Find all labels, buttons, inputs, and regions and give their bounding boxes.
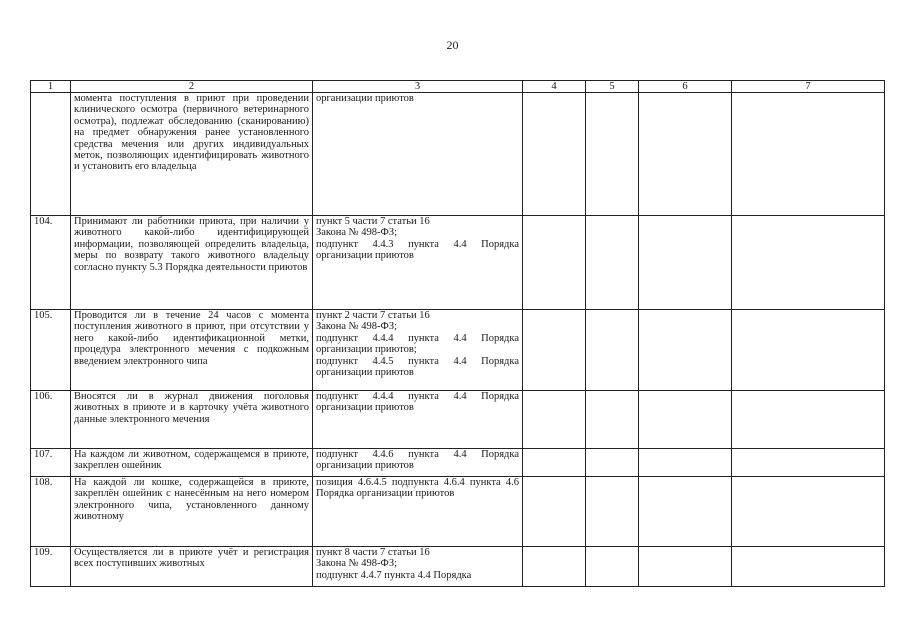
- reference-line: подпункт 4.4.4 пункта 4.4 Порядка организации приютов;: [316, 332, 519, 356]
- column-header-5: 5: [586, 81, 639, 93]
- row-number: 107.: [31, 449, 71, 477]
- column-header-1: 1: [31, 81, 71, 93]
- answer-cell-5[interactable]: [586, 310, 639, 391]
- header-row: [31, 81, 885, 93]
- answer-cell-4[interactable]: [523, 449, 586, 477]
- reference-line: пункт 8 части 7 статьи 16: [316, 547, 430, 558]
- answer-cell-4[interactable]: [523, 477, 586, 547]
- question-cell: Осуществляется ли в приюте учёт и регистрация всех поступивших животных: [71, 547, 313, 587]
- table-row: [31, 449, 885, 477]
- reference-line: Закона № 498-ФЗ;: [316, 227, 398, 239]
- reference-cell: [313, 310, 523, 391]
- reference-cell: [313, 93, 523, 216]
- reference-line: подпункт 4.4.7 пункта 4.4 Порядка: [316, 569, 472, 581]
- answer-cell-4[interactable]: [523, 216, 586, 310]
- reference-line: организации приютов: [316, 93, 414, 104]
- answer-cell-5[interactable]: [586, 391, 639, 449]
- column-header-3: 3: [313, 81, 523, 93]
- answer-cell-4[interactable]: [523, 310, 586, 391]
- reference-line: подпункт 4.4.6 пункта 4.4 Порядка организации приютов: [316, 449, 519, 472]
- row-number: [31, 93, 71, 216]
- question-cell: На каждой ли кошке, содержащейся в приюте, закреплён ошейник с нанесённым на него номером электронного чипа, установленного данному животному: [71, 477, 313, 547]
- question-cell: момента поступления в приют при проведении клинического осмотра (первичного ветеринарного осмотра), подлежат обследованию (сканированию) на предмет обнаружения ранее установленного средства мечения или других индивидуальных меток, позволяющих идентифицировать животного и установить его владельца: [71, 93, 313, 216]
- answer-cell-7[interactable]: [732, 547, 885, 587]
- answer-cell-6[interactable]: [639, 547, 732, 587]
- table-row: [31, 477, 885, 547]
- reference-cell: [313, 547, 523, 587]
- page-number: 20: [446, 38, 459, 52]
- row-number: 106.: [31, 391, 71, 449]
- answer-cell-5[interactable]: [586, 477, 639, 547]
- question-cell: Принимают ли работники приюта, при наличии у животного какой-либо идентифицирующей информации, позволяющей определить владельца, меры по возврату такого животного владельцу согласно пункту 5.3 Порядка деятельности приютов: [71, 216, 313, 310]
- table-row: [31, 216, 885, 310]
- reference-line: подпункт 4.4.4 пункта 4.4 Порядка организации приютов: [316, 391, 519, 414]
- table-row: [31, 547, 885, 587]
- column-header-7: 7: [732, 81, 885, 93]
- reference-cell: [313, 449, 523, 477]
- table-row: [31, 310, 885, 391]
- answer-cell-6[interactable]: [639, 391, 732, 449]
- checklist-table: [30, 80, 885, 587]
- column-header-4: 4: [523, 81, 586, 93]
- answer-cell-6[interactable]: [639, 93, 732, 216]
- answer-cell-5[interactable]: [586, 547, 639, 587]
- question-cell: Проводится ли в течение 24 часов с момента поступления животного в приют, при отсутствии у него какой-либо идентификационной метки, процедура электронного мечения с подкожным введением электронного чипа: [71, 310, 313, 391]
- table-row: [31, 93, 885, 216]
- answer-cell-4[interactable]: [523, 391, 586, 449]
- answer-cell-4[interactable]: [523, 547, 586, 587]
- answer-cell-7[interactable]: [732, 310, 885, 391]
- reference-line: подпункт 4.4.5 пункта 4.4 Порядка организации приютов: [316, 355, 519, 379]
- question-cell: Вносятся ли в журнал движения поголовья животных в приюте и в карточку учёта животного данные электронного мечения: [71, 391, 313, 449]
- answer-cell-6[interactable]: [639, 216, 732, 310]
- reference-line: пункт 5 части 7 статьи 16: [316, 216, 430, 227]
- answer-cell-4[interactable]: [523, 93, 586, 216]
- column-header-6: 6: [639, 81, 732, 93]
- answer-cell-5[interactable]: [586, 93, 639, 216]
- reference-line: Закона № 498-ФЗ;: [316, 558, 398, 570]
- answer-cell-7[interactable]: [732, 216, 885, 310]
- reference-cell: [313, 216, 523, 310]
- reference-line: пункт 2 части 7 статьи 16: [316, 310, 430, 321]
- answer-cell-6[interactable]: [639, 310, 732, 391]
- row-number: 105.: [31, 310, 71, 391]
- column-header-2: 2: [71, 81, 313, 93]
- row-number: 109.: [31, 547, 71, 587]
- row-number: 104.: [31, 216, 71, 310]
- question-cell: На каждом ли животном, содержащемся в приюте, закреплен ошейник: [71, 449, 313, 477]
- answer-cell-7[interactable]: [732, 449, 885, 477]
- answer-cell-7[interactable]: [732, 93, 885, 216]
- answer-cell-6[interactable]: [639, 449, 732, 477]
- answer-cell-5[interactable]: [586, 216, 639, 310]
- table-row: [31, 391, 885, 449]
- reference-line: подпункт 4.4.3 пункта 4.4 Порядка организации приютов: [316, 238, 519, 262]
- answer-cell-5[interactable]: [586, 449, 639, 477]
- reference-cell: [313, 477, 523, 547]
- reference-line: позиция 4.6.4.5 подпункта 4.6.4 пункта 4.6 Порядка организации приютов: [316, 477, 519, 500]
- row-number: 108.: [31, 477, 71, 547]
- answer-cell-7[interactable]: [732, 391, 885, 449]
- reference-line: Закона № 498-ФЗ;: [316, 321, 398, 333]
- answer-cell-7[interactable]: [732, 477, 885, 547]
- answer-cell-6[interactable]: [639, 477, 732, 547]
- reference-cell: [313, 391, 523, 449]
